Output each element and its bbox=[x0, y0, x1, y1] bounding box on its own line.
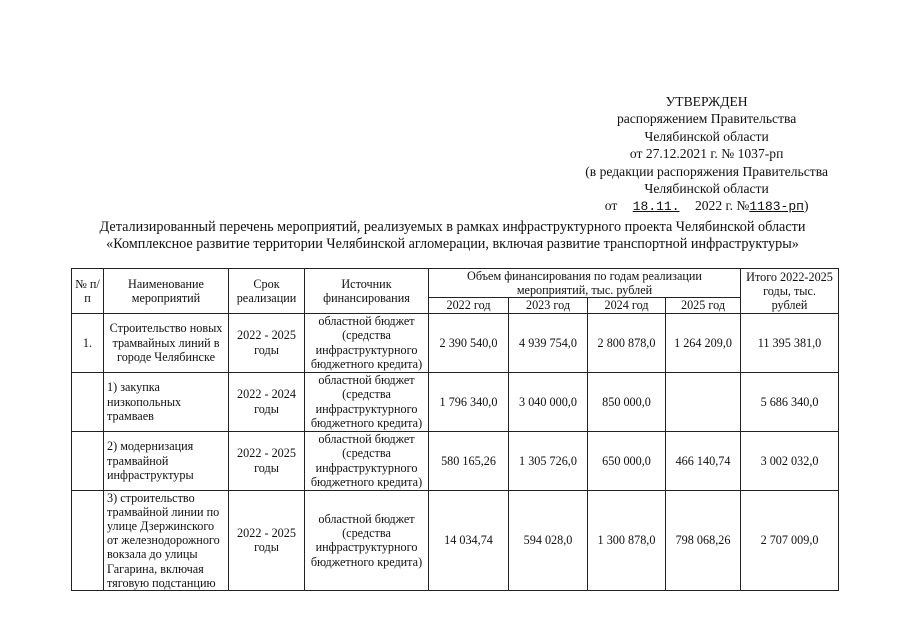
row-name: 1) закупка низкопольных трамваев bbox=[104, 372, 229, 431]
row-period: 2022 - 2025 годы bbox=[229, 490, 305, 590]
approval-line-6: Челябинской области bbox=[644, 181, 769, 197]
header-year-2024: 2024 год bbox=[588, 298, 666, 313]
header-year-2023: 2023 год bbox=[509, 298, 588, 313]
row-period: 2022 - 2024 годы bbox=[229, 372, 305, 431]
measures-table bbox=[71, 268, 839, 591]
row-name: 3) строительство трамвайной линии по улице Дзержинского от железнодорожного вокзала до улицы Гагарина, включая тяговую подстанцию bbox=[104, 490, 229, 590]
row-value-2024: 1 300 878,0 bbox=[588, 490, 666, 590]
header-num: № п/п bbox=[72, 269, 104, 314]
row-value-2023: 594 028,0 bbox=[509, 490, 588, 590]
row-value-2025: 466 140,74 bbox=[666, 431, 741, 490]
row-total: 11 395 381,0 bbox=[741, 313, 839, 372]
row-period: 2022 - 2025 годы bbox=[229, 431, 305, 490]
title-line-2: «Комплексное развитие территории Челябинской агломерации, включая развитие транспортной инфраструктуры» bbox=[106, 236, 799, 252]
approval-date-prefix: от bbox=[604, 198, 618, 214]
row-num bbox=[72, 431, 104, 490]
row-name: Строительство новых трамвайных линий в городе Челябинске bbox=[104, 313, 229, 372]
table-row bbox=[72, 431, 839, 490]
document-title bbox=[30, 219, 875, 253]
row-source: областной бюджет (средства инфраструктурного бюджетного кредита) bbox=[305, 431, 429, 490]
header-period: Срок реализации bbox=[229, 269, 305, 314]
approval-close: ) bbox=[803, 198, 809, 214]
row-period: 2022 - 2025 годы bbox=[229, 313, 305, 372]
header-year-2022: 2022 год bbox=[429, 298, 509, 313]
approval-line-3: Челябинской области bbox=[644, 128, 769, 144]
table-row bbox=[72, 313, 839, 372]
row-value-2025 bbox=[666, 372, 741, 431]
row-num bbox=[72, 490, 104, 590]
row-value-2022: 580 165,26 bbox=[429, 431, 509, 490]
row-value-2024: 650 000,0 bbox=[588, 431, 666, 490]
row-source: областной бюджет (средства инфраструктурного бюджетного кредита) bbox=[305, 313, 429, 372]
row-value-2024: 2 800 878,0 bbox=[588, 313, 666, 372]
row-name: 2) модернизация трамвайной инфраструктуры bbox=[104, 431, 229, 490]
header-name: Наименование мероприятий bbox=[104, 269, 229, 314]
row-total: 2 707 009,0 bbox=[741, 490, 839, 590]
row-value-2022: 14 034,74 bbox=[429, 490, 509, 590]
header-volume: Объем финансирования по годам реализации мероприятий, тыс. рублей bbox=[429, 269, 741, 298]
row-value-2024: 850 000,0 bbox=[588, 372, 666, 431]
row-total: 3 002 032,0 bbox=[741, 431, 839, 490]
row-value-2022: 2 390 540,0 bbox=[429, 313, 509, 372]
row-value-2022: 1 796 340,0 bbox=[429, 372, 509, 431]
row-value-2023: 4 939 754,0 bbox=[509, 313, 588, 372]
header-year-2025: 2025 год bbox=[666, 298, 741, 313]
approval-stamp bbox=[585, 93, 828, 216]
approval-line-4: от 27.12.2021 г. № 1037-рп bbox=[629, 146, 784, 162]
row-num bbox=[72, 372, 104, 431]
header-total: Итого 2022-2025 годы, тыс. рублей bbox=[741, 269, 839, 314]
row-source: областной бюджет (средства инфраструктурного бюджетного кредита) bbox=[305, 372, 429, 431]
row-source: областной бюджет (средства инфраструктурного бюджетного кредита) bbox=[305, 490, 429, 590]
approval-line-5: (в редакции распоряжения Правительства bbox=[585, 163, 828, 179]
row-value-2025: 798 068,26 bbox=[666, 490, 741, 590]
approval-date: 18.11. bbox=[632, 199, 680, 215]
approval-year: 2022 г. № bbox=[694, 198, 750, 214]
row-num: 1. bbox=[72, 313, 104, 372]
approval-line-2: распоряжением Правительства bbox=[616, 111, 797, 127]
table-row bbox=[72, 490, 839, 590]
table-row bbox=[72, 372, 839, 431]
approval-heading: УТВЕРЖДЕН bbox=[665, 94, 748, 109]
title-line-1: Детализированный перечень мероприятий, реализуемых в рамках инфраструктурного проекта Челябинской области bbox=[99, 219, 806, 235]
approval-line-7 bbox=[585, 197, 828, 215]
approval-number: 1183-рп bbox=[749, 199, 804, 215]
header-row-1 bbox=[72, 269, 839, 298]
row-value-2023: 3 040 000,0 bbox=[509, 372, 588, 431]
header-source: Источник финансирования bbox=[305, 269, 429, 314]
row-total: 5 686 340,0 bbox=[741, 372, 839, 431]
row-value-2023: 1 305 726,0 bbox=[509, 431, 588, 490]
row-value-2025: 1 264 209,0 bbox=[666, 313, 741, 372]
